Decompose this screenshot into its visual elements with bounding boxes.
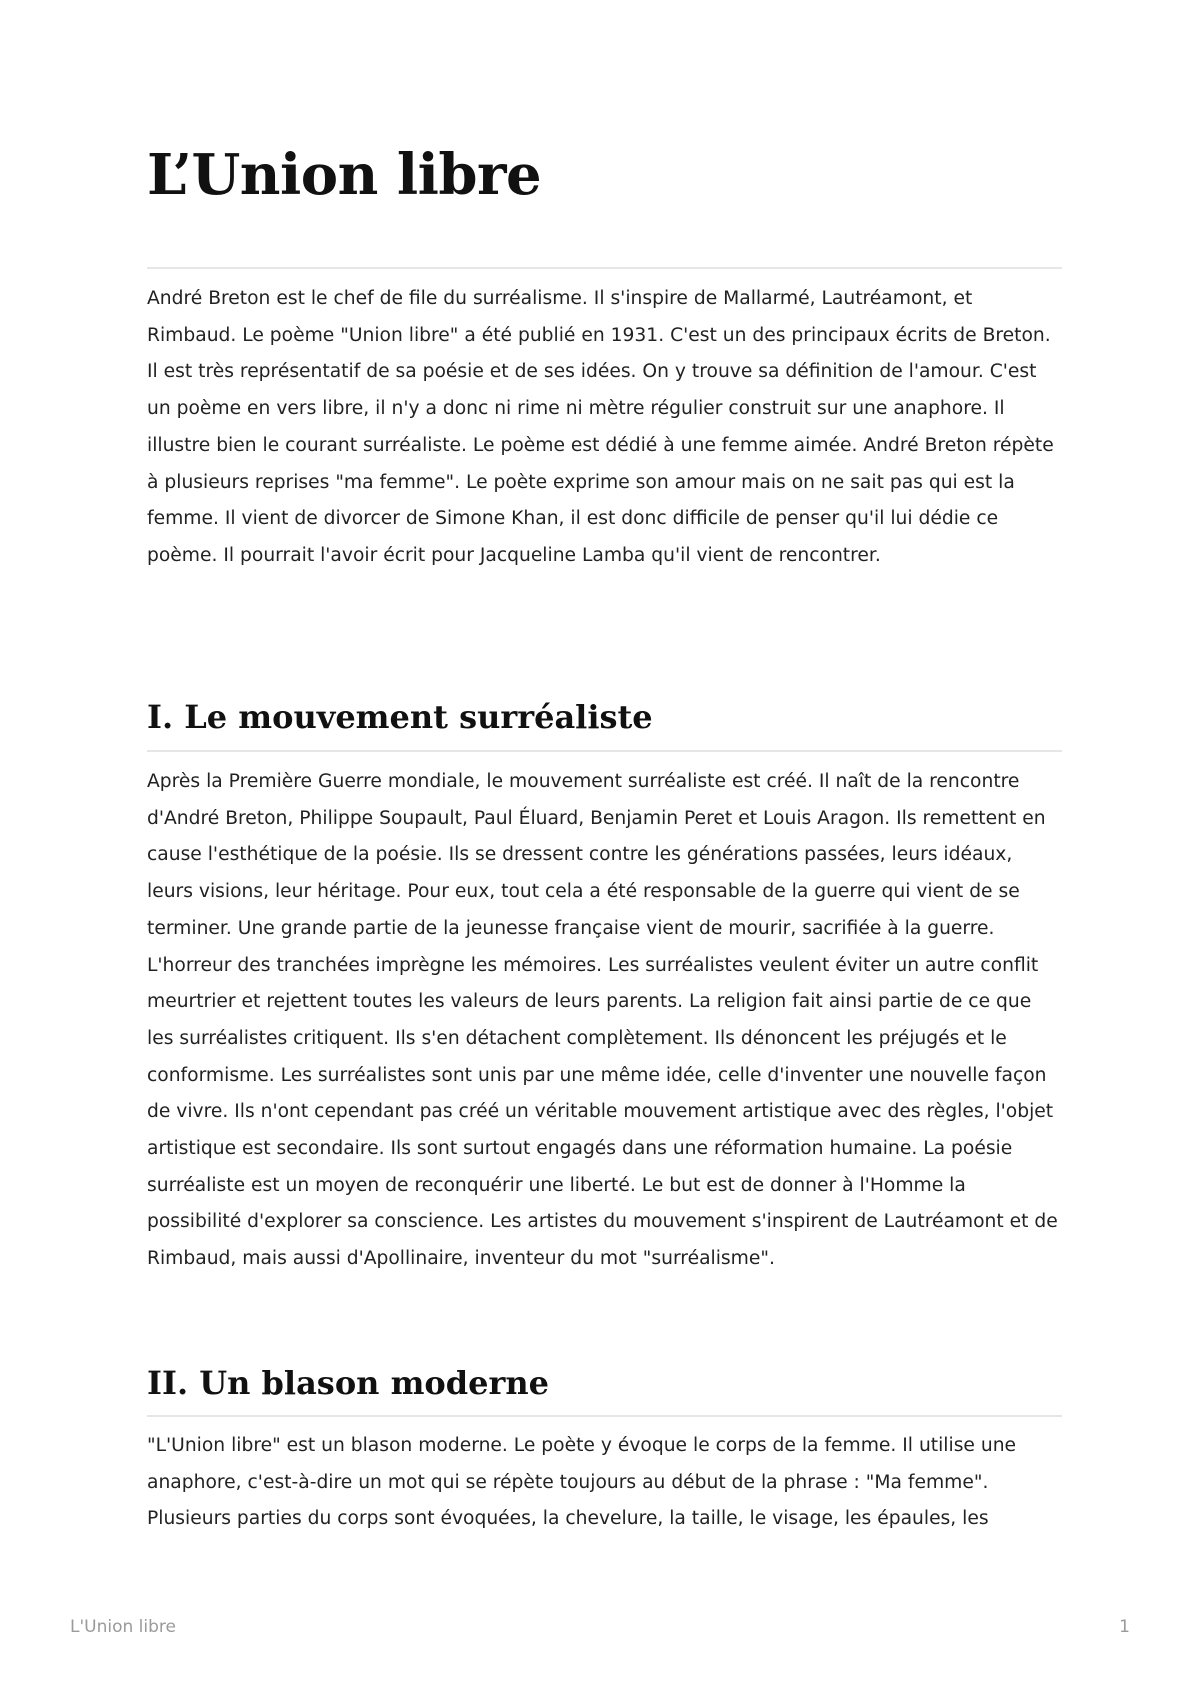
section-divider-1 [147, 750, 1062, 752]
document-title: L’Union libre [147, 142, 542, 208]
section-heading-1: I. Le mouvement surréaliste [147, 698, 653, 736]
footer-document-title: L'Union libre [70, 1617, 176, 1637]
section-divider-2 [147, 1415, 1062, 1417]
title-divider [147, 267, 1062, 269]
footer-page-number: 1 [1119, 1617, 1130, 1637]
section-body-1: Après la Première Guerre mondiale, le mouvement surréaliste est créé. Il naît de la rencontre d'André Breton, Philippe Soupault, Paul Éluard, Benjamin Peret et Louis Aragon. Ils remettent en cause l'esthétique de la poésie. Ils se dressent contre les générations passées, leurs idéaux, leurs visions, leur héritage. Pour eux, tout cela a été responsable de la guerre qui vient de se terminer. Une grande partie de la jeunesse française vient de mourir, sacrifiée à la guerre. L'horreur des tranchées imprègne les mémoires. Les surréalistes veulent éviter un autre conflit meurtrier et rejettent toutes les valeurs de leurs parents. La religion fait ainsi partie de ce que les surréalistes critiquent. Ils s'en détachent complètement. Ils dénoncent les préjugés et le conformisme. Les surréalistes sont unis par une même idée, celle d'inventer une nouvelle façon de vivre. Ils n'ont cependant pas créé un véritable mouvement artistique avec des règles, l'objet artistique est secondaire. Ils sont surtout engagés dans une réformation humaine. La poésie surréaliste est un moyen de reconquérir une liberté. Le but est de donner à l'Homme la possibilité d'explorer sa conscience. Les artistes du mouvement s'inspirent de Lautréamont et de Rimbaud, mais aussi d'Apollinaire, inventeur du mot "surréalisme". [147, 771, 1058, 1270]
section-body-2: "L'Union libre" est un blason moderne. Le poète y évoque le corps de la femme. Il utilise une anaphore, c'est-à-dire un mot qui se répète toujours au début de la phrase : "Ma femme". Plusieurs parties du corps sont évoquées, la chevelure, la taille, le visage, les épaules, les [147, 1435, 1017, 1530]
intro-paragraph: André Breton est le chef de file du surréalisme. Il s'inspire de Mallarmé, Lautréamont, et Rimbaud. Le poème "Union libre" a été publié en 1931. C'est un des principaux écrits de Breton. Il est très représentatif de sa poésie et de ses idées. On y trouve sa définition de l'amour. C'est un poème en vers libre, il n'y a donc ni rime ni mètre régulier construit sur une anaphore. Il illustre bien le courant surréaliste. Le poème est dédié à une femme aimée. André Breton répète à plusieurs reprises "ma femme". Le poète exprime son amour mais on ne sait pas qui est la femme. Il vient de divorcer de Simone Khan, il est donc difficile de penser qu'il lui dédie ce poème. Il pourrait l'avoir écrit pour Jacqueline Lamba qu'il vient de rencontrer. [147, 288, 1054, 566]
section-heading-2: II. Un blason moderne [147, 1364, 549, 1402]
